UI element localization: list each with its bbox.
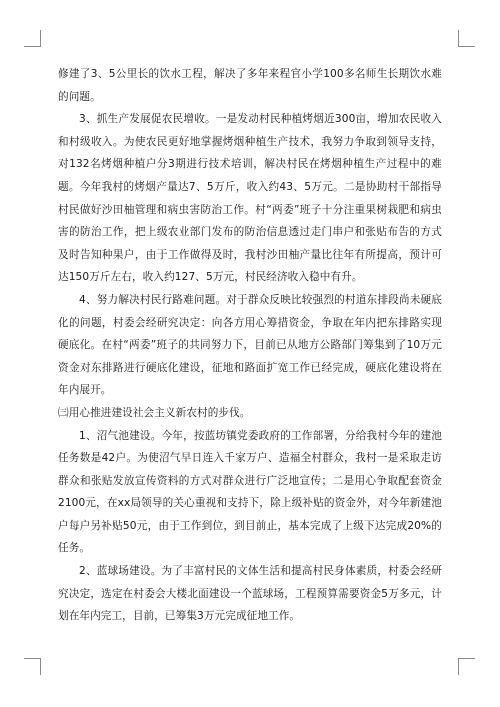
paragraph-water-project-continuation: 修建了3、5公里长的饮水工程，解决了多年来程官小学100多名师生长期饮水难的问题。 [58,68,442,103]
paragraph-road-hardening: 4、努力解决村民行路难问题。对于群众反映比较强烈的村道东排段尚未硬底化的问题，村委会经研究决定：向各方用心筹措资金，争取在年内把东排路实现硬底化。在村“两委”班子的共同努力下，目前已从地方公路部门筹集到了10万元资金对东排路进行硬底化建设，征地和路面扩宽工作已经完成，硬底化建设将在年内展开。 [58,293,442,397]
document-body [58,63,442,628]
paragraph-production-development: 3、抓生产发展促农民增收。一是发动村民种植烤烟近300亩，增加农民收入和村级收入。为使农民更好地掌握烤烟种植生产技术，我努力争取到领导支持，对132名烤烟种植户分3期进行技术培训，解决村民在烤烟种植生产过程中的难题。今年我村的烤烟产量达7、5万斤，收入约43、5万元。二是协助村干部指导村民做好沙田柚管理和病虫害防治工作。村“两委”班子十分注重果树栽肥和病虫害的防治工作，把上级农业部门发布的防治信息透过走门串户和张贴布告的方式及时告知种果户，由于工作做得及时，我村沙田柚产量比往年有所提高，预计可达150万斤左右，收入约127、5万元，村民经济收入稳中有升。 [58,113,442,284]
crop-mark-top-right [458,30,475,47]
paragraph-basketball-court: 2、蓝球场建设。为了丰富村民的文体生活和提高村民身体素质，村委会经研究决定，选定在村委会大楼北面建设一个蓝球场，工程预算需要资金5万多元，计划在年内完工，目前，已筹集3万元完成征地工作。 [58,565,442,623]
crop-mark-bottom-right [458,658,475,675]
section-heading-new-countryside: ㈢用心推进建设社会主义新农村的步伐。 [58,406,251,419]
paragraph-biogas-construction: 1、沼气池建设。今年，按蓝坊镇党委政府的工作部署，分给我村今年的建池任务数是42户。为使沼气早日连入千家万户、造福全村群众，我村一是采取走访群众和张贴发放宣传资料的方式对群众进行广泛地宣传；二是用心争取配套资金2100元，在xx局领导的关心重视和支持下，除上级补贴的资金外，对今年新建池户每户另补贴50元，由于工作到位，到目前止，基本完成了上级下达完成20%的任务。 [58,429,442,555]
crop-mark-top-left [24,30,41,47]
crop-mark-bottom-left [24,658,41,675]
